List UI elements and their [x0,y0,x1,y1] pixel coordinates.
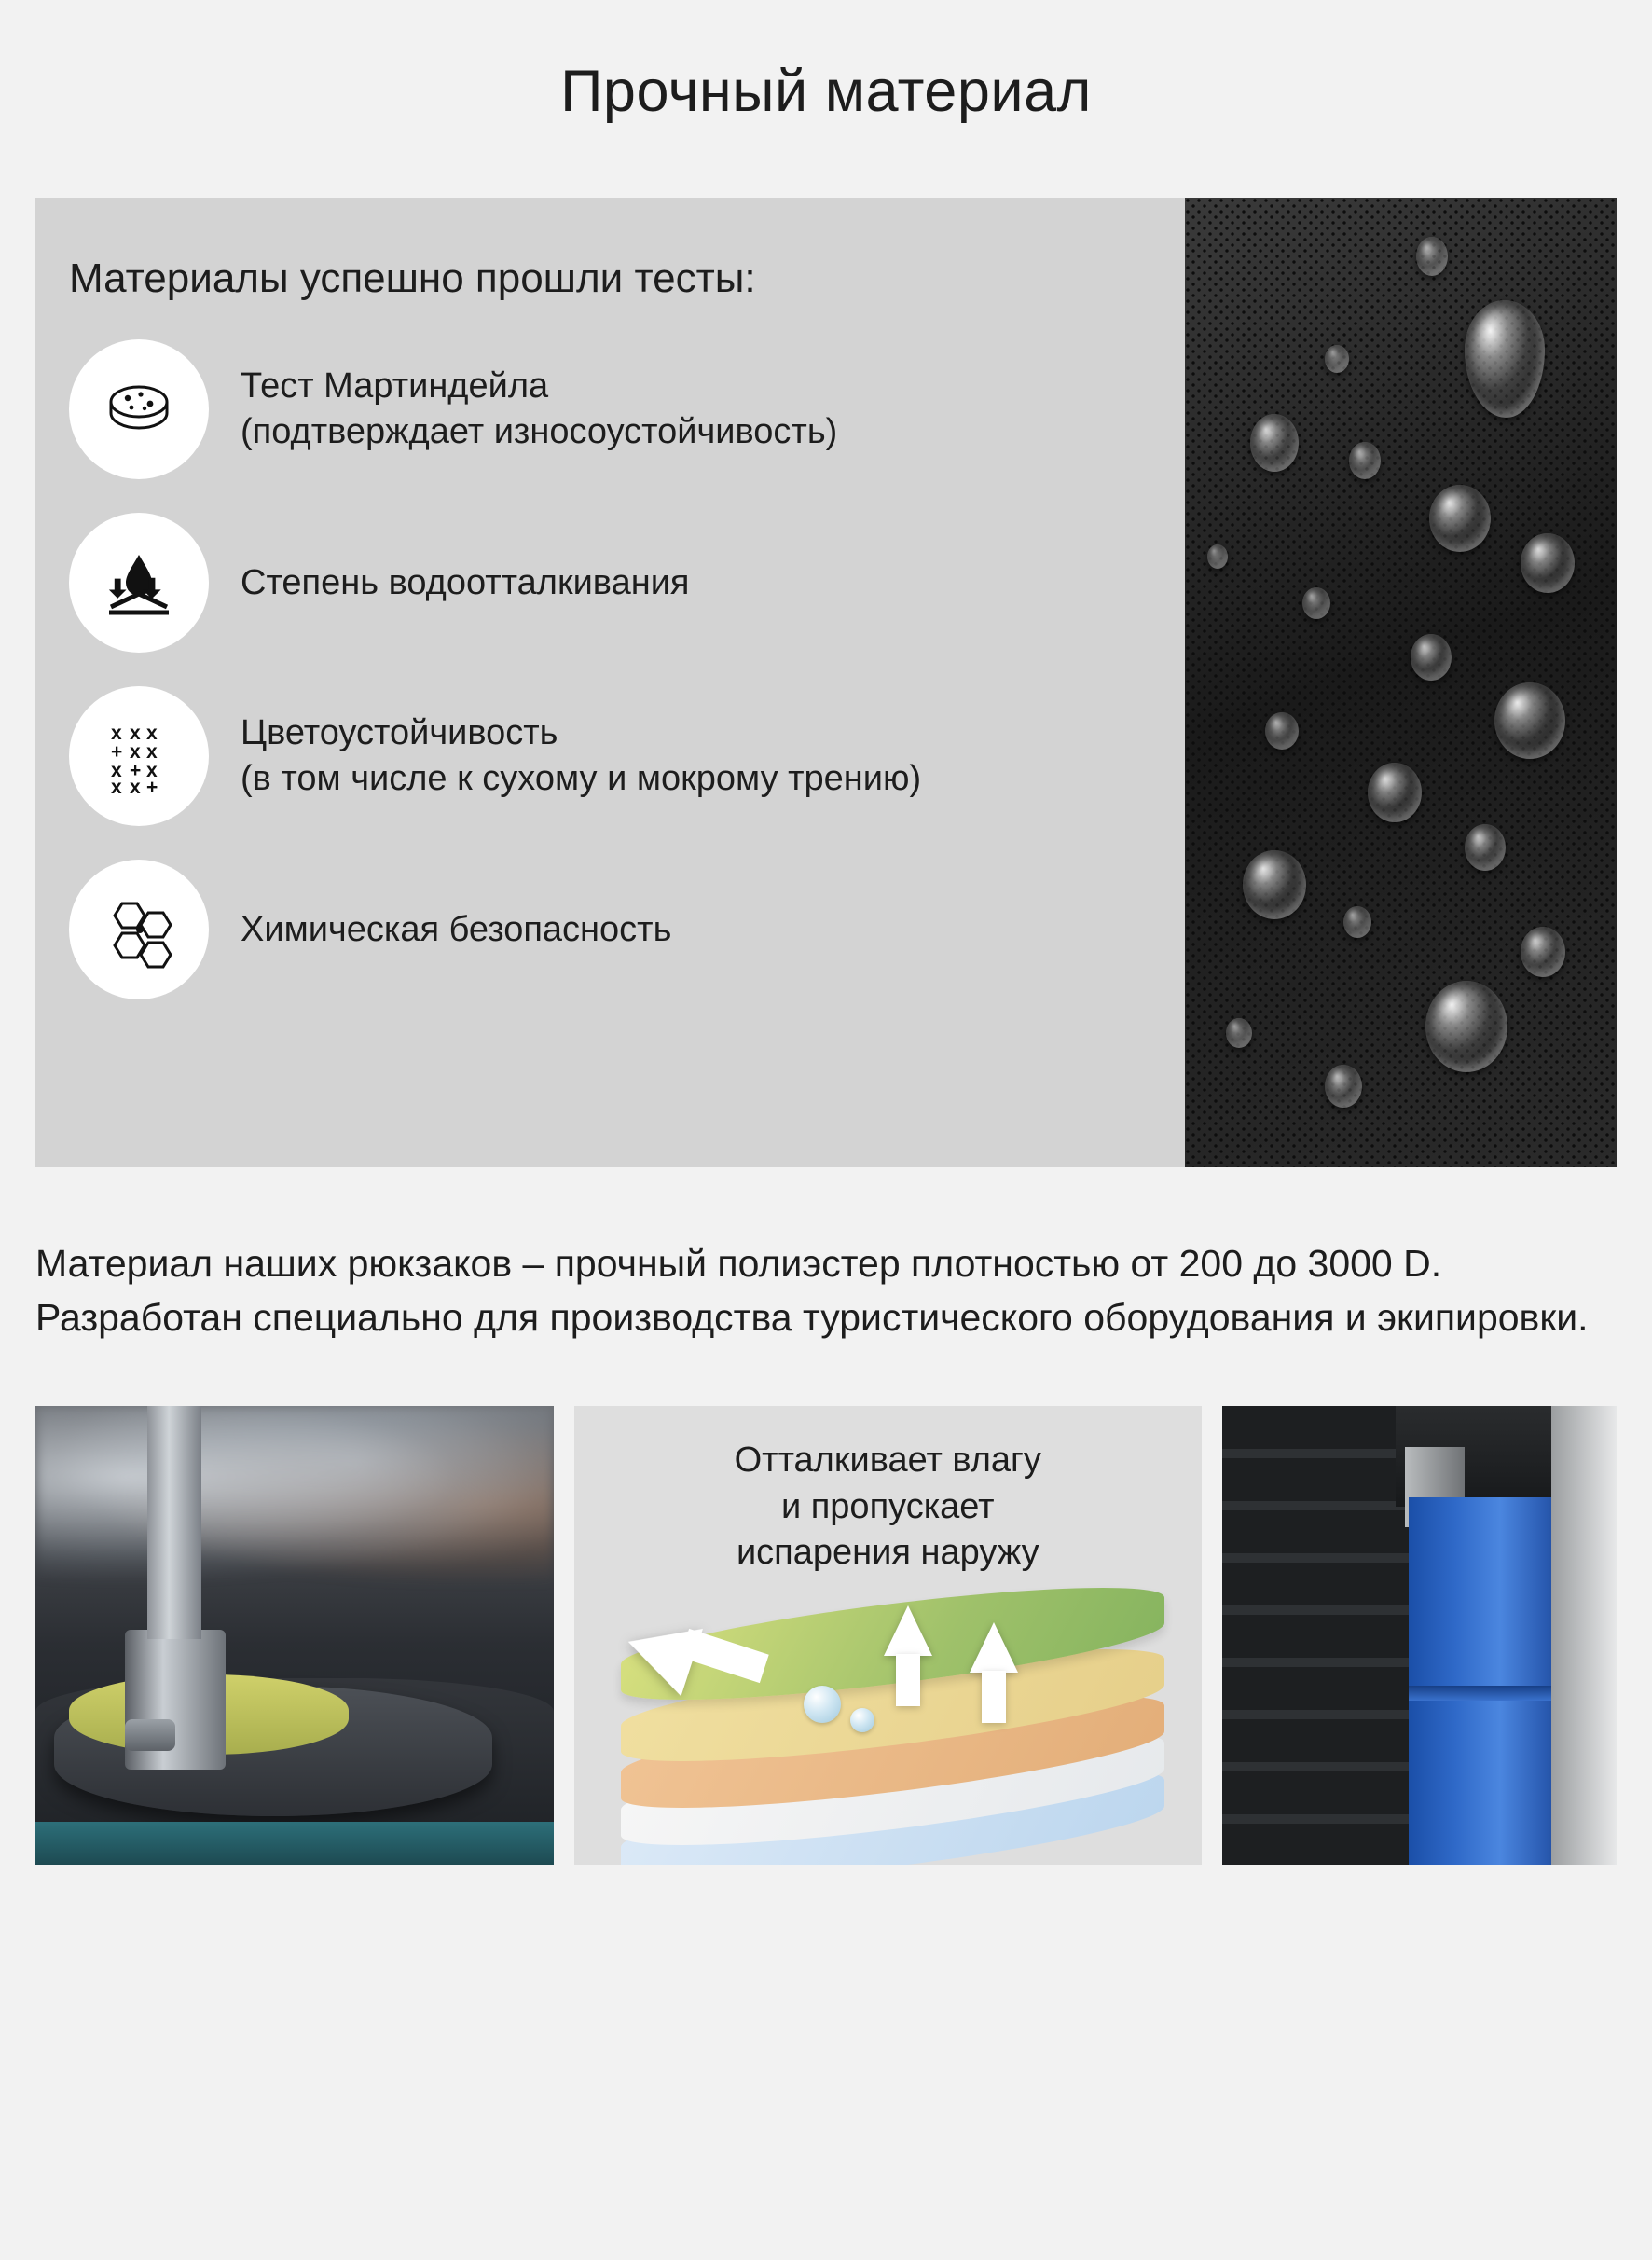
test-label [241,364,837,454]
water-repellency-icon [69,513,209,653]
list-item [69,860,1185,999]
machine-table [35,1822,554,1865]
water-drop [1429,485,1491,552]
test-label-line1: Степень водоотталкивания [241,562,690,602]
water-droplets-on-black-fabric-photo [1185,198,1617,1167]
water-drop [1302,587,1330,619]
water-drop [1494,682,1565,759]
test-label [241,560,690,606]
blue-fabric-tensile-test-photo [1222,1406,1617,1865]
water-drop [1243,850,1306,919]
test-label-line1: Цветоустойчивость [241,713,558,753]
svg-text:x: x [111,777,122,798]
water-drop [1521,533,1575,593]
svg-text:x: x [146,723,158,744]
svg-text:+: + [111,741,123,763]
membrane-diagram-card [574,1406,1202,1865]
fabric-test-background-right [1551,1406,1617,1865]
list-item [69,686,1185,826]
abrasion-testing-machine-photo [35,1406,554,1865]
blue-fabric-sample [1409,1497,1575,1865]
svg-text:x: x [130,723,141,744]
test-label [241,907,671,953]
water-drop [1411,634,1452,681]
svg-text:+: + [130,760,142,781]
vapor-arrow-icon [970,1622,1018,1673]
svg-text:x: x [111,760,122,781]
page-title: Прочный материал [560,59,1092,124]
colorfastness-icon [69,686,209,826]
membrane-caption [574,1406,1202,1576]
tests-heading: Материалы успешно прошли тесты: [69,255,756,301]
water-drop [1325,1065,1362,1108]
water-drop [1349,442,1381,479]
water-drop [1325,345,1349,373]
machine-bolt [125,1719,175,1751]
vapor-arrow-stem [896,1654,920,1706]
list-item [69,339,1185,479]
water-drop [1368,763,1422,822]
membrane-caption-line1: Отталкивает влагу [734,1440,1041,1481]
machine-background-blur [35,1406,554,1583]
martindale-abrasion-icon [69,339,209,479]
svg-text:x: x [111,723,122,744]
svg-text:+: + [146,777,158,798]
water-drop [1465,824,1506,871]
water-drop [1343,906,1371,938]
water-drop [1207,544,1228,569]
test-label-line2: (подтверждает износоустойчивость) [241,412,838,451]
chemical-safety-icon [69,860,209,999]
membrane-caption-line2: и пропускает [780,1486,995,1526]
fabric-mesh-texture [1185,198,1617,1167]
svg-text:x: x [146,741,158,763]
test-label-line1: Химическая безопасность [241,909,672,949]
water-drop [1416,237,1448,276]
test-list [69,339,1185,999]
water-drop [1521,927,1565,977]
water-drop [1226,1018,1252,1048]
blue-fabric-seam [1409,1686,1575,1701]
svg-text:x: x [130,741,141,763]
vapor-arrow-stem [982,1671,1006,1723]
machine-shaft [147,1406,201,1639]
bottom-photo-row [35,1406,1617,1865]
test-label [241,710,921,801]
water-drop [1425,981,1507,1072]
svg-text:x: x [130,777,141,798]
top-section [35,198,1617,1167]
membrane-layers-diagram [621,1596,1164,1848]
svg-text:x: x [146,760,158,781]
water-drop [1265,712,1299,750]
vapor-arrow-icon [884,1605,932,1656]
description-paragraph: Материал наших рюкзаков – прочный полиэстер плотностью от 200 до 3000 D. Разработан специально для производства туристического оборудования и экипировки. [35,1242,1589,1340]
list-item [69,513,1185,653]
test-label-line2: (в том числе к сухому и мокрому трению) [241,759,922,798]
tests-card [35,198,1185,1167]
water-drop [1250,414,1299,472]
test-label-line1: Тест Мартиндейла [241,366,549,407]
membrane-caption-line3: испарения наружу [736,1533,1039,1573]
